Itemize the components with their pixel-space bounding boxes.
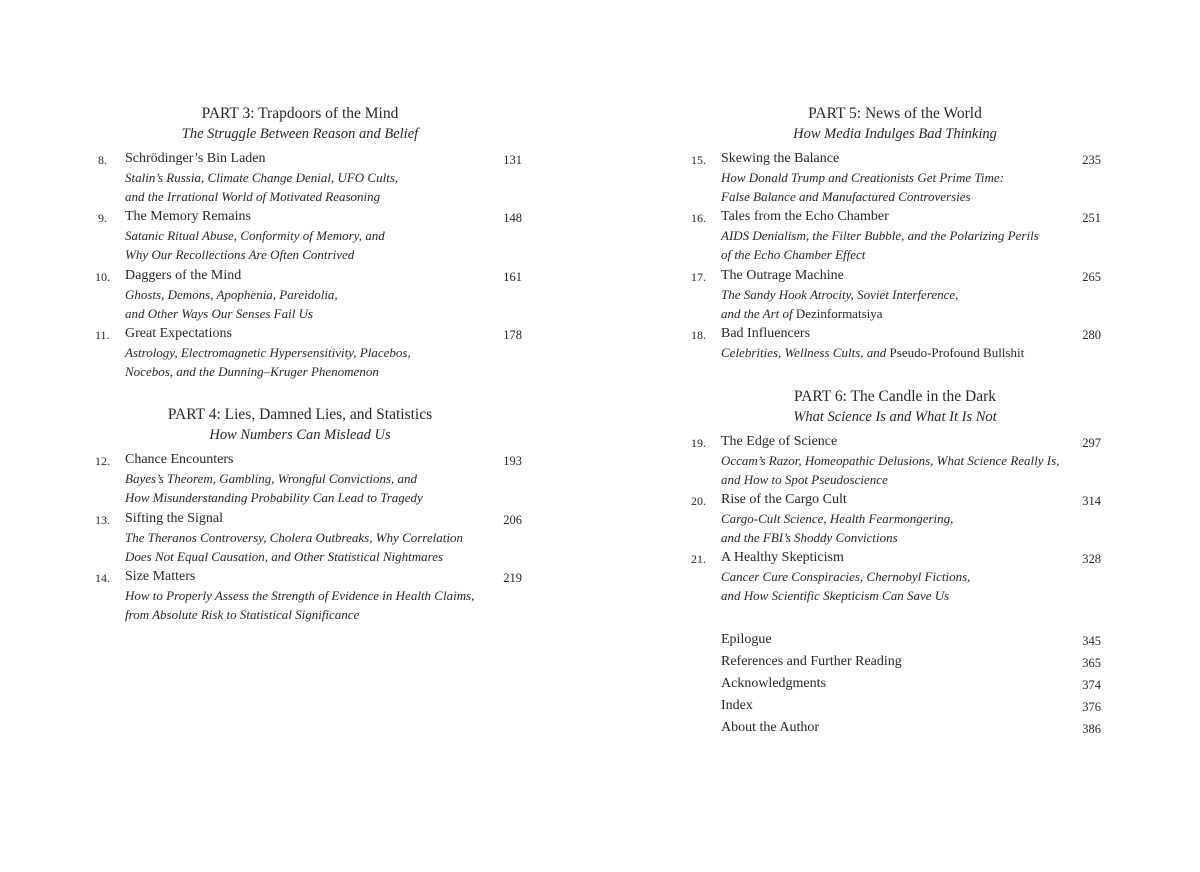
chapter-description: The Sandy Hook Atrocity, Soviet Interference, and the Art of Dezinformatsiya [721, 287, 959, 321]
chapter-description: How Donald Trump and Creationists Get Prime Time: False Balance and Manufactured Controversies [721, 170, 1005, 204]
chapter-number: 16. [691, 211, 706, 225]
chapter-number: 18. [691, 328, 706, 342]
chapter-description: Bayes’s Theorem, Gambling, Wrongful Convictions, and How Misunderstanding Probability Can Lead to Tragedy [125, 471, 423, 505]
chapter-number: 15. [691, 153, 706, 167]
page-number: 376 [1082, 700, 1101, 714]
page-number: 280 [1082, 328, 1101, 342]
chapter-title: Rise of the Cargo Cult [721, 492, 847, 507]
chapter-number: 11. [95, 328, 110, 342]
chapter-description: Cancer Cure Conspiracies, Chernobyl Fictions, and How Scientific Skepticism Can Save Us [721, 569, 971, 603]
chapter-number: 21. [691, 552, 706, 566]
chapter-number: 14. [95, 571, 110, 585]
chapter-title: A Healthy Skepticism [721, 550, 844, 565]
page-number: 386 [1082, 722, 1101, 736]
chapter-title: Great Expectations [125, 326, 232, 341]
chapter-number: 13. [95, 513, 110, 527]
part-subtitle: What Science Is and What It Is Not [793, 409, 997, 425]
part-4-heading [0, 404, 600, 446]
page-number: 131 [503, 153, 522, 167]
page-number: 219 [503, 571, 522, 585]
chapter-title: Schrödinger’s Bin Laden [125, 151, 266, 166]
part-title: PART 6: The Candle in the Dark [794, 388, 996, 405]
chapter-description: How to Properly Assess the Strength of Evidence in Health Claims, from Absolute Risk to Statistical Significance [125, 588, 475, 622]
part-title: PART 5: News of the World [808, 105, 982, 122]
chapter-description: Stalin’s Russia, Climate Change Denial, UFO Cults, and the Irrational World of Motivated Reasoning [125, 170, 399, 204]
part-title: PART 3: Trapdoors of the Mind [201, 105, 399, 122]
page-number: 193 [503, 454, 522, 468]
part-subtitle: The Struggle Between Reason and Belief [181, 126, 419, 142]
chapter-number: 17. [691, 270, 706, 284]
chapter-title: Skewing the Balance [721, 151, 840, 166]
part-subtitle: How Media Indulges Bad Thinking [793, 126, 997, 142]
entry-title: About the Author [721, 720, 819, 735]
chapter-description: Astrology, Electromagnetic Hypersensitivity, Placebos, Nocebos, and the Dunning–Kruger Phenomenon [125, 345, 411, 379]
page-number: 374 [1082, 678, 1101, 692]
part-5-heading [600, 103, 1190, 145]
page-number: 206 [503, 513, 522, 527]
entry-title: References and Further Reading [721, 654, 902, 669]
page-number: 251 [1082, 211, 1101, 225]
chapter-description: Cargo-Cult Science, Health Fearmongering, and the FBI’s Shoddy Convictions [721, 511, 954, 545]
chapter-number: 8. [98, 153, 107, 167]
page-number: 328 [1082, 552, 1101, 566]
chapter-number: 10. [95, 270, 110, 284]
chapter-number: 9. [98, 211, 107, 225]
page-number: 235 [1082, 153, 1101, 167]
page-number: 297 [1082, 436, 1101, 450]
chapter-title: The Memory Remains [125, 209, 251, 224]
page-number: 265 [1082, 270, 1101, 284]
chapter-title: Daggers of the Mind [125, 268, 242, 283]
chapter-number: 19. [691, 436, 706, 450]
part-title: PART 4: Lies, Damned Lies, and Statistics [167, 406, 433, 423]
page-number: 314 [1082, 494, 1101, 508]
chapter-title: The Outrage Machine [721, 268, 844, 283]
chapter-title: The Edge of Science [721, 434, 838, 449]
part-6-heading [600, 386, 1190, 428]
chapter-description: The Theranos Controversy, Cholera Outbreaks, Why Correlation Does Not Equal Causation, and Other Statistical Nightmares [125, 530, 463, 564]
page-number: 365 [1082, 656, 1101, 670]
part-3-heading [0, 103, 600, 145]
part-subtitle: How Numbers Can Mislead Us [209, 427, 391, 443]
chapter-number: 12. [95, 454, 110, 468]
chapter-description: Ghosts, Demons, Apophenia, Pareidolia, and Other Ways Our Senses Fail Us [125, 287, 338, 321]
chapter-description: AIDS Denialism, the Filter Bubble, and the Polarizing Perils of the Echo Chamber Effect [721, 228, 1039, 262]
chapter-title: Chance Encounters [125, 452, 234, 467]
page-number: 148 [503, 211, 522, 225]
chapter-description: Satanic Ritual Abuse, Conformity of Memory, and Why Our Recollections Are Often Contrived [125, 228, 385, 262]
page-number: 178 [503, 328, 522, 342]
chapter-title: Size Matters [125, 569, 196, 584]
chapter-description: Celebrities, Wellness Cults, and Pseudo-Profound Bullshit [721, 345, 1025, 360]
page-number: 345 [1082, 634, 1101, 648]
entry-title: Epilogue [721, 632, 772, 647]
entry-title: Acknowledgments [721, 676, 826, 691]
page-number: 161 [503, 270, 522, 284]
chapter-title: Sifting the Signal [125, 511, 223, 526]
chapter-title: Tales from the Echo Chamber [721, 209, 889, 224]
entry-title: Index [721, 698, 753, 713]
chapter-number: 20. [691, 494, 706, 508]
chapter-title: Bad Influencers [721, 326, 811, 341]
chapter-description: Occam’s Razor, Homeopathic Delusions, What Science Really Is, and How to Spot Pseudoscience [721, 453, 1060, 487]
